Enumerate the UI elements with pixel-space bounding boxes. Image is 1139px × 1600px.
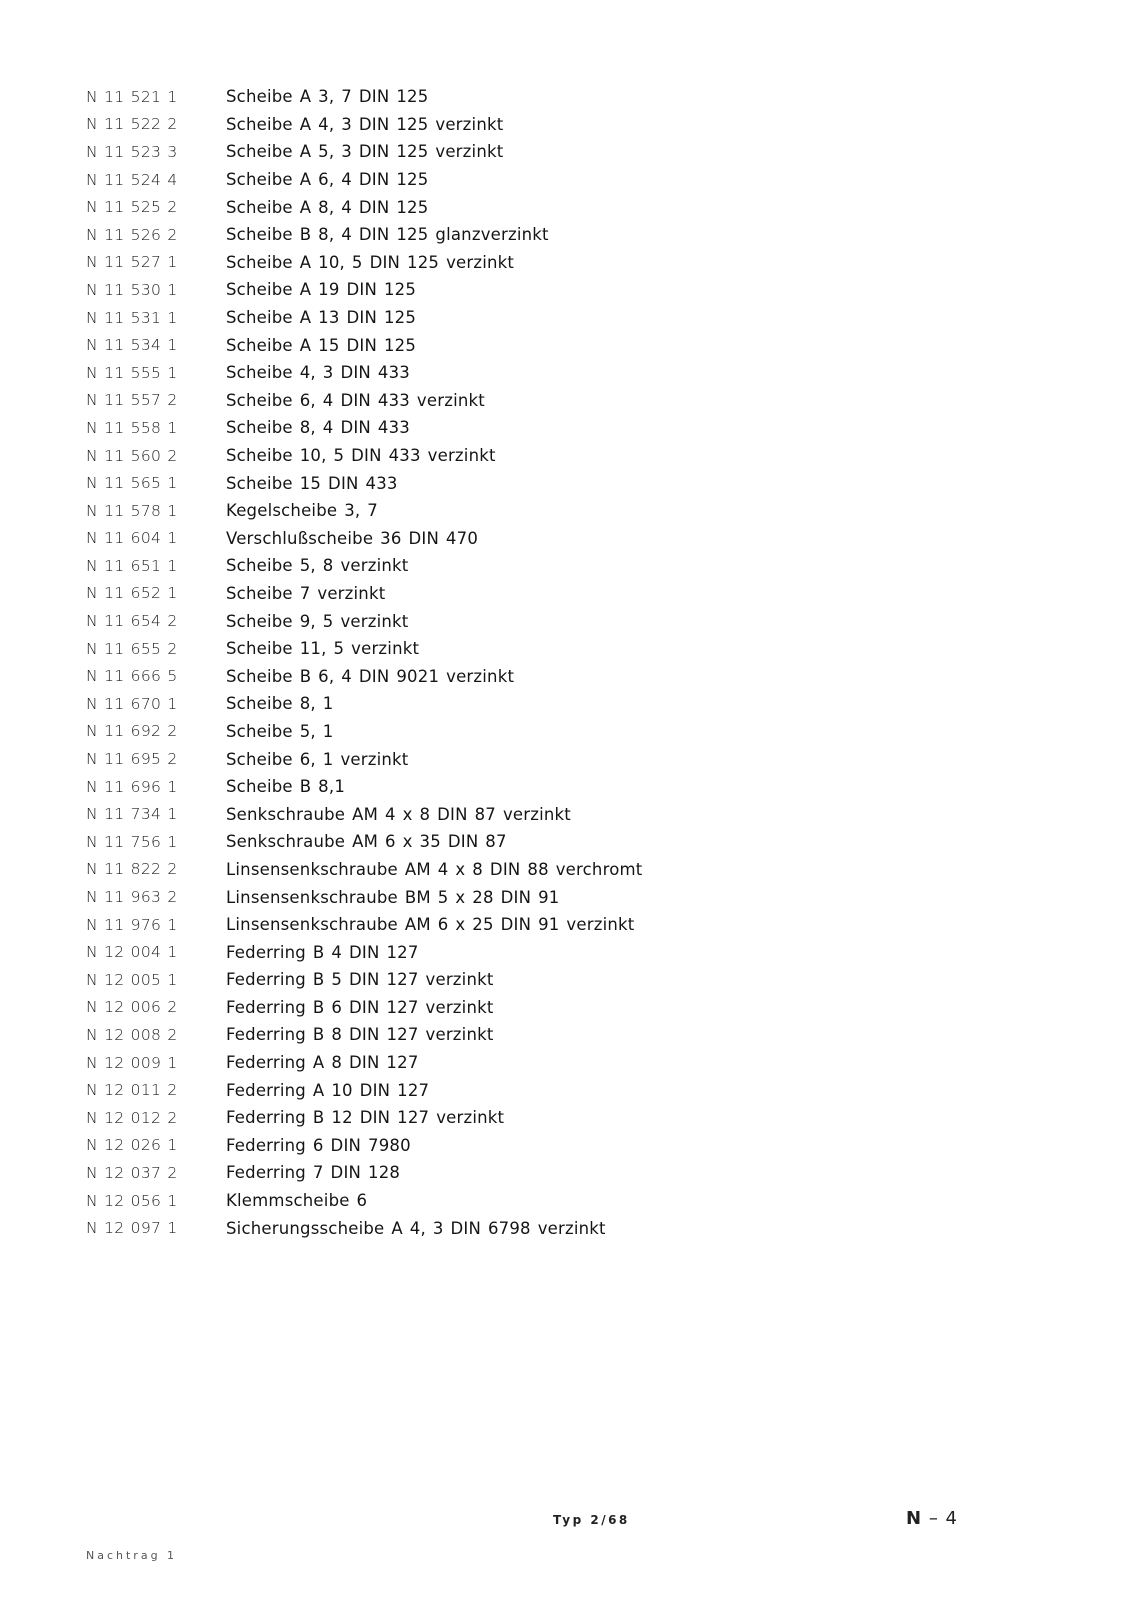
part-number: N 11 695 2 bbox=[86, 750, 178, 769]
part-row bbox=[86, 1049, 766, 1077]
part-row bbox=[86, 690, 766, 718]
footer-type-label: Typ 2/68 bbox=[553, 1513, 630, 1527]
part-number: N 11 530 1 bbox=[86, 280, 178, 299]
part-row bbox=[86, 856, 766, 884]
part-description: Federring A 10 DIN 127 bbox=[226, 1080, 430, 1100]
part-row bbox=[86, 497, 766, 525]
part-number: N 11 604 1 bbox=[86, 529, 178, 548]
part-row bbox=[86, 83, 766, 111]
part-description: Federring 7 DIN 128 bbox=[226, 1163, 401, 1183]
part-number: N 12 008 2 bbox=[86, 1025, 178, 1044]
part-row bbox=[86, 745, 766, 773]
part-description: Kegelscheibe 3, 7 bbox=[226, 501, 378, 521]
part-description: Scheibe A 8, 4 DIN 125 bbox=[226, 197, 429, 217]
part-number: N 11 565 1 bbox=[86, 474, 178, 493]
part-number: N 12 009 1 bbox=[86, 1053, 178, 1072]
part-row bbox=[86, 469, 766, 497]
part-number: N 12 006 2 bbox=[86, 998, 178, 1017]
part-description: Federring B 5 DIN 127 verzinkt bbox=[226, 970, 494, 990]
part-number: N 11 692 2 bbox=[86, 722, 178, 741]
part-row bbox=[86, 718, 766, 746]
part-number: N 11 531 1 bbox=[86, 308, 178, 327]
part-description: Scheibe A 3, 7 DIN 125 bbox=[226, 87, 429, 107]
part-number: N 11 557 2 bbox=[86, 391, 178, 410]
part-row bbox=[86, 828, 766, 856]
part-number: N 12 012 2 bbox=[86, 1108, 178, 1127]
part-description: Scheibe A 15 DIN 125 bbox=[226, 335, 417, 355]
part-description: Scheibe B 8,1 bbox=[226, 777, 346, 797]
part-description: Scheibe 9, 5 verzinkt bbox=[226, 611, 409, 631]
part-description: Scheibe 4, 3 DIN 433 bbox=[226, 363, 410, 383]
part-description: Scheibe 5, 8 verzinkt bbox=[226, 556, 409, 576]
part-row bbox=[86, 359, 766, 387]
part-row bbox=[86, 221, 766, 249]
part-number: N 12 056 1 bbox=[86, 1191, 178, 1210]
page-number-suffix: – 4 bbox=[928, 1508, 958, 1529]
part-number: N 11 578 1 bbox=[86, 501, 178, 520]
part-description: Federring B 6 DIN 127 verzinkt bbox=[226, 997, 494, 1017]
part-description: Senkschraube AM 6 x 35 DIN 87 bbox=[226, 832, 507, 852]
part-description: Federring B 12 DIN 127 verzinkt bbox=[226, 1108, 505, 1128]
part-number: N 11 555 1 bbox=[86, 363, 178, 382]
part-row bbox=[86, 414, 766, 442]
part-number: N 12 037 2 bbox=[86, 1163, 178, 1182]
part-description: Klemmscheibe 6 bbox=[226, 1191, 368, 1211]
part-row bbox=[86, 1187, 766, 1215]
part-row bbox=[86, 138, 766, 166]
part-number: N 11 822 2 bbox=[86, 860, 178, 879]
part-number: N 11 734 1 bbox=[86, 805, 178, 824]
part-row bbox=[86, 800, 766, 828]
part-row bbox=[86, 773, 766, 801]
part-description: Federring A 8 DIN 127 bbox=[226, 1053, 419, 1073]
footer-supplement: Nachtrag 1 bbox=[86, 1549, 178, 1562]
part-number: N 11 527 1 bbox=[86, 253, 178, 272]
part-description: Verschlußscheibe 36 DIN 470 bbox=[226, 528, 479, 548]
part-number: N 11 756 1 bbox=[86, 832, 178, 851]
part-number: N 11 651 1 bbox=[86, 556, 178, 575]
parts-list bbox=[86, 83, 766, 1242]
part-number: N 11 654 2 bbox=[86, 612, 178, 631]
part-number: N 12 004 1 bbox=[86, 943, 178, 962]
part-row bbox=[86, 193, 766, 221]
part-description: Sicherungsscheibe A 4, 3 DIN 6798 verzinkt bbox=[226, 1218, 606, 1238]
part-description: Scheibe 10, 5 DIN 433 verzinkt bbox=[226, 446, 496, 466]
part-description: Scheibe 6, 4 DIN 433 verzinkt bbox=[226, 390, 485, 410]
part-row bbox=[86, 304, 766, 332]
part-row bbox=[86, 994, 766, 1022]
part-row bbox=[86, 911, 766, 939]
part-description: Scheibe 5, 1 bbox=[226, 721, 334, 741]
part-number: N 11 522 2 bbox=[86, 115, 178, 134]
part-description: Scheibe 15 DIN 433 bbox=[226, 473, 398, 493]
part-number: N 11 523 3 bbox=[86, 142, 178, 161]
part-description: Scheibe 11, 5 verzinkt bbox=[226, 639, 420, 659]
part-number: N 11 976 1 bbox=[86, 915, 178, 934]
part-number: N 11 655 2 bbox=[86, 639, 178, 658]
part-row bbox=[86, 249, 766, 277]
part-number: N 11 963 2 bbox=[86, 888, 178, 907]
part-row bbox=[86, 525, 766, 553]
part-row bbox=[86, 938, 766, 966]
part-description: Scheibe 8, 4 DIN 433 bbox=[226, 418, 410, 438]
part-number: N 12 005 1 bbox=[86, 970, 178, 989]
part-description: Linsensenkschraube AM 6 x 25 DIN 91 verzinkt bbox=[226, 915, 635, 935]
part-number: N 11 525 2 bbox=[86, 198, 178, 217]
part-description: Scheibe 8, 1 bbox=[226, 694, 334, 714]
part-number: N 11 521 1 bbox=[86, 87, 178, 106]
part-description: Scheibe A 13 DIN 125 bbox=[226, 308, 417, 328]
part-row bbox=[86, 607, 766, 635]
part-number: N 12 026 1 bbox=[86, 1136, 178, 1155]
part-number: N 11 652 1 bbox=[86, 584, 178, 603]
part-description: Scheibe A 10, 5 DIN 125 verzinkt bbox=[226, 252, 515, 272]
part-row bbox=[86, 966, 766, 994]
part-description: Scheibe B 6, 4 DIN 9021 verzinkt bbox=[226, 666, 515, 686]
part-row bbox=[86, 1159, 766, 1187]
part-row bbox=[86, 166, 766, 194]
part-number: N 12 011 2 bbox=[86, 1081, 178, 1100]
part-row bbox=[86, 1021, 766, 1049]
part-description: Federring B 4 DIN 127 bbox=[226, 942, 419, 962]
part-number: N 12 097 1 bbox=[86, 1219, 178, 1238]
page-section-letter: N bbox=[906, 1508, 923, 1529]
part-row bbox=[86, 1132, 766, 1160]
part-number: N 11 560 2 bbox=[86, 446, 178, 465]
part-row bbox=[86, 1214, 766, 1242]
page-number bbox=[906, 1508, 958, 1529]
part-number: N 11 666 5 bbox=[86, 667, 178, 686]
part-description: Linsensenkschraube AM 4 x 8 DIN 88 verchromt bbox=[226, 859, 643, 879]
part-description: Scheibe A 6, 4 DIN 125 bbox=[226, 170, 429, 190]
part-row bbox=[86, 1104, 766, 1132]
part-row bbox=[86, 387, 766, 415]
part-row bbox=[86, 111, 766, 139]
part-number: N 11 534 1 bbox=[86, 336, 178, 355]
part-row bbox=[86, 580, 766, 608]
part-number: N 11 696 1 bbox=[86, 777, 178, 796]
part-description: Scheibe B 8, 4 DIN 125 glanzverzinkt bbox=[226, 225, 549, 245]
part-description: Scheibe A 19 DIN 125 bbox=[226, 280, 417, 300]
part-description: Federring B 8 DIN 127 verzinkt bbox=[226, 1025, 494, 1045]
part-description: Scheibe A 4, 3 DIN 125 verzinkt bbox=[226, 114, 504, 134]
part-row bbox=[86, 331, 766, 359]
part-row bbox=[86, 662, 766, 690]
part-number: N 11 526 2 bbox=[86, 225, 178, 244]
part-description: Scheibe 6, 1 verzinkt bbox=[226, 749, 409, 769]
part-number: N 11 524 4 bbox=[86, 170, 178, 189]
part-row bbox=[86, 1076, 766, 1104]
part-description: Scheibe A 5, 3 DIN 125 verzinkt bbox=[226, 142, 504, 162]
part-row bbox=[86, 442, 766, 470]
part-description: Senkschraube AM 4 x 8 DIN 87 verzinkt bbox=[226, 804, 571, 824]
part-row bbox=[86, 635, 766, 663]
part-row bbox=[86, 883, 766, 911]
part-number: N 11 670 1 bbox=[86, 694, 178, 713]
part-description: Linsensenkschraube BM 5 x 28 DIN 91 bbox=[226, 887, 560, 907]
part-description: Federring 6 DIN 7980 bbox=[226, 1135, 411, 1155]
part-row bbox=[86, 276, 766, 304]
part-row bbox=[86, 552, 766, 580]
part-description: Scheibe 7 verzinkt bbox=[226, 583, 386, 603]
part-number: N 11 558 1 bbox=[86, 418, 178, 437]
